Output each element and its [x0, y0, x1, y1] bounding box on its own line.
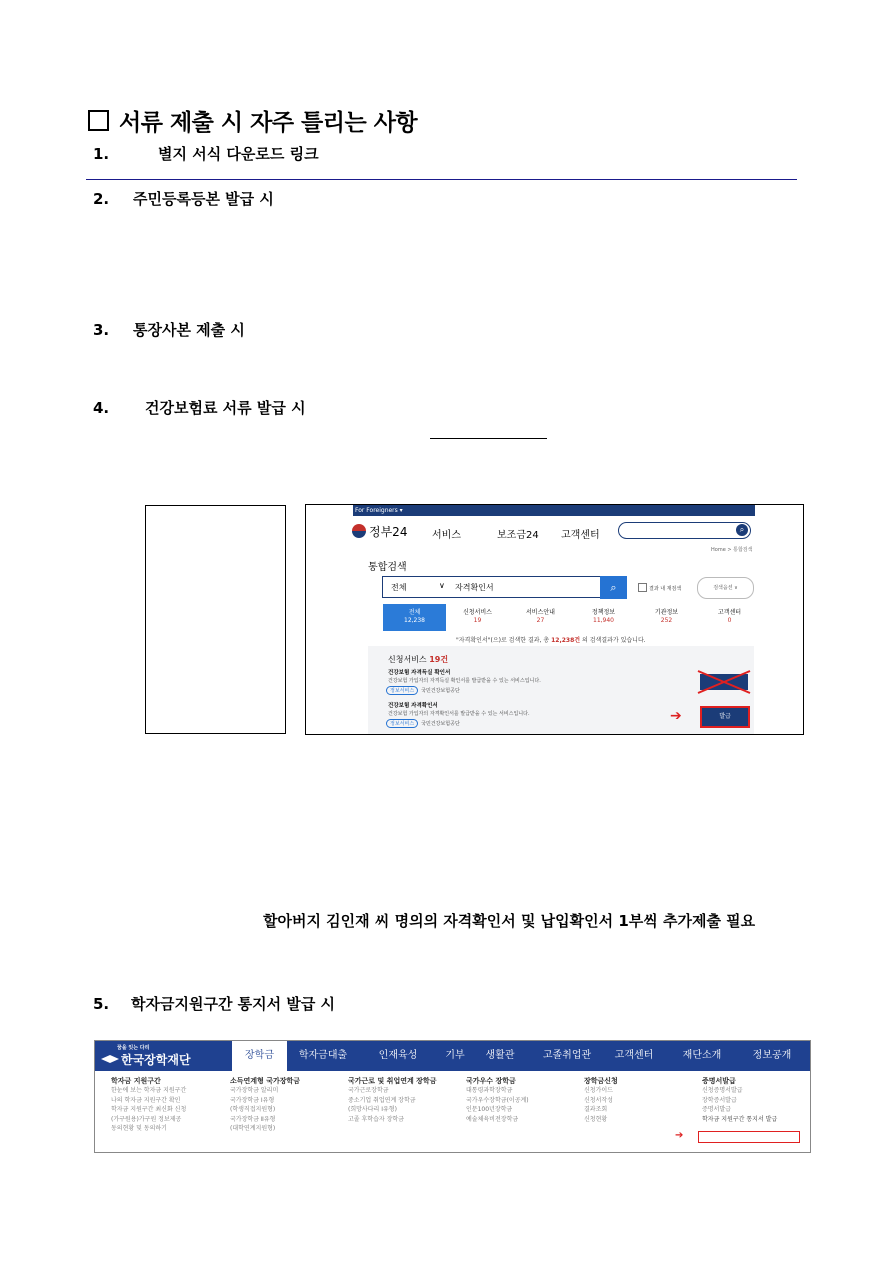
menu-link[interactable]: (희망사다리 Ⅰ유형)	[348, 1106, 397, 1113]
menu-column: 학자금 지원구간 한눈에 보는 학자금 지원구간 나의 학자금 지원구간 확인 학자금 지원구간 최신화 신청 (가구원용)가구원 정보제공 동의현황 및 동의하기	[111, 1077, 187, 1132]
result-summary: "자격확인서"(으)로 검색한 결과, 총 12,238건 의 검색결과가 있습니다.	[456, 637, 646, 644]
menu-link[interactable]: 국가우수장학금(이공계)	[466, 1096, 529, 1104]
tab-customer-center[interactable]: 고객센터 0	[717, 609, 742, 624]
menu-link[interactable]: 예술체육비전장학금	[466, 1115, 519, 1123]
menu-talent[interactable]: 인재육성	[378, 1050, 418, 1061]
menu-link[interactable]: 국가장학금 알리미	[230, 1087, 279, 1094]
highlight-box	[698, 1131, 800, 1143]
search-icon: ⌕	[610, 581, 617, 594]
search-input[interactable]: 자격확인서	[455, 583, 494, 592]
menu-scholarship[interactable]: 장학금	[232, 1041, 287, 1071]
divider	[86, 179, 797, 180]
menu-link[interactable]: 대통령과학장학금	[466, 1087, 513, 1094]
nav-services[interactable]: 서비스	[432, 530, 461, 541]
tab-service-guide[interactable]: 서비스안내 27	[526, 609, 555, 624]
search-options-button[interactable]: 검색옵션 ∨	[697, 577, 754, 599]
checkbox-icon	[88, 110, 109, 131]
result-item-org: 정보서비스 국민건강보험공단	[386, 686, 460, 695]
menu-link[interactable]: 한눈에 보는 학자금 지원구간	[111, 1087, 187, 1094]
menu-disclosure[interactable]: 정보공개	[752, 1050, 792, 1061]
results-section-title: 신청서비스 19건	[388, 655, 449, 664]
result-item-title[interactable]: 건강보험 자격확인서	[388, 703, 438, 709]
gov24-screenshot	[305, 504, 804, 735]
result-item-org: 정보서비스 국민건강보험공단	[386, 719, 460, 728]
section-2: 2. 주민등록등본 발급 시	[93, 190, 274, 208]
tab-policy-info[interactable]: 정책정보 11,940	[591, 609, 616, 624]
nav-subsidy24[interactable]: 보조금24	[497, 530, 539, 541]
page-title: 서류 제출 시 자주 틀리는 사항	[88, 104, 417, 137]
menu-employment[interactable]: 고졸취업관	[542, 1050, 592, 1061]
menu-link[interactable]: 신청가이드	[584, 1087, 613, 1094]
result-item-title[interactable]: 건강보험 자격득실 확인서	[388, 670, 451, 676]
graduation-cap-icon	[101, 1055, 119, 1065]
taegeuk-icon	[352, 524, 366, 538]
underline	[430, 438, 547, 439]
result-item-desc: 건강보험 가입자의 자격득실 확인서를 발급받을 수 있는 서비스입니다.	[388, 678, 541, 684]
section-1-label[interactable]: 별지 서식 다운로드 링크	[158, 145, 319, 163]
menu-link[interactable]: (학생직접지원형)	[230, 1106, 276, 1113]
section-4: 4. 건강보험료 서류 발급 시	[93, 399, 306, 417]
red-arrow-icon: ➔	[670, 708, 682, 724]
menu-column: 국가우수 장학금 대통령과학장학금 국가우수장학금(이공계) 인문100년장학금 예술체육비전장학금	[466, 1077, 529, 1123]
chevron-down-icon[interactable]: ∨	[439, 581, 445, 590]
section-1: 1. 별지 서식 다운로드 링크	[93, 145, 319, 163]
menu-link[interactable]: 신청서작성	[584, 1096, 613, 1104]
notice-issue-link[interactable]: 학자금 지원구간 통지서 발급	[702, 1115, 778, 1123]
gov24-logo[interactable]: 정부24	[352, 523, 407, 540]
menu-link[interactable]: 국가장학금 Ⅱ유형	[230, 1115, 276, 1123]
menu-column: 장학금신청 신청가이드 신청서작성 결과조회 신청현황	[584, 1077, 618, 1123]
breadcrumb: Home > 통합검색	[711, 547, 753, 553]
menu-link[interactable]: 장학증서발급	[702, 1096, 737, 1104]
search-in-results[interactable]: 결과 내 재검색	[638, 583, 681, 592]
menu-link[interactable]: 신청증명서발급	[702, 1087, 743, 1094]
for-foreigners-link[interactable]: For Foreigners ▾	[353, 505, 755, 516]
kosaf-screenshot	[94, 1040, 811, 1153]
cross-out-icon	[696, 669, 752, 695]
issue-button[interactable]: 발급	[700, 706, 750, 728]
menu-link[interactable]: 나의 학자금 지원구간 확인	[111, 1096, 181, 1104]
tab-all[interactable]: 전체 12,238	[383, 604, 446, 631]
menu-link[interactable]: 국가장학금 Ⅰ유형	[230, 1096, 275, 1104]
menu-dormitory[interactable]: 생활관	[485, 1050, 515, 1061]
menu-link[interactable]: 동의현황 및 동의하기	[111, 1125, 167, 1132]
header-search-input[interactable]	[618, 522, 751, 539]
search-page-title: 통합검색	[368, 562, 407, 573]
menu-link[interactable]: 국가근로장학금	[348, 1087, 389, 1094]
menu-link[interactable]: 중소기업 취업연계 장학금	[348, 1096, 416, 1104]
checkbox[interactable]	[638, 583, 647, 592]
menu-student-loan[interactable]: 학자금대출	[298, 1050, 348, 1061]
section-5: 5. 학자금지원구간 통지서 발급 시	[93, 995, 336, 1013]
tab-agency-info[interactable]: 기관정보 252	[654, 609, 679, 624]
menu-about[interactable]: 재단소개	[682, 1050, 722, 1061]
red-arrow-icon: ➔	[675, 1130, 684, 1141]
menu-link[interactable]: 신청현황	[584, 1115, 608, 1123]
search-bar[interactable]	[382, 576, 625, 598]
section-3: 3. 통장사본 제출 시	[93, 321, 245, 339]
menu-link[interactable]: 증명서발급	[702, 1106, 731, 1113]
empty-frame	[145, 505, 286, 734]
menu-link[interactable]: 결과조회	[584, 1106, 608, 1113]
note-text: 할아버지 김인재 씨 명의의 자격확인서 및 납입확인서 1부씩 추가제출 필요	[263, 912, 756, 930]
kosaf-logo[interactable]: 꿈을 잇는 다리 한국장학재단	[101, 1045, 191, 1068]
menu-link[interactable]: (대학연계지원형)	[230, 1125, 276, 1132]
search-button[interactable]	[600, 576, 627, 599]
menu-link[interactable]: 고졸 후학습자 장학금	[348, 1115, 404, 1123]
menu-column: 증명서발급 신청증명서발급 장학증서발급 증명서발급 학자금 지원구간 통지서 발급	[702, 1077, 778, 1123]
scope-select[interactable]: 전체	[391, 583, 407, 592]
menu-column: 소득연계형 국가장학금 국가장학금 알리미 국가장학금 Ⅰ유형 (학생직접지원형) 국가장학금 Ⅱ유형 (대학연계지원형)	[230, 1077, 301, 1132]
menu-link[interactable]: 인문100년장학금	[466, 1106, 513, 1113]
result-item-desc: 건강보험 가입자의 자격확인서를 발급받을 수 있는 서비스입니다.	[388, 711, 530, 717]
menu-donation[interactable]: 기부	[445, 1050, 465, 1061]
tab-apply-services[interactable]: 신청서비스 19	[463, 609, 492, 624]
menu-customer-center[interactable]: 고객센터	[614, 1050, 654, 1061]
menu-link[interactable]: (가구원용)가구원 정보제공	[111, 1115, 182, 1123]
nav-customer-center[interactable]: 고객센터	[561, 530, 600, 541]
search-icon[interactable]: ⌕	[736, 524, 748, 536]
menu-column: 국가근로 및 취업연계 장학금 국가근로장학금 중소기업 취업연계 장학금 (희망사다리 Ⅰ유형) 고졸 후학습자 장학금	[348, 1077, 448, 1124]
menu-link[interactable]: 학자금 지원구간 최신화 신청	[111, 1106, 187, 1113]
